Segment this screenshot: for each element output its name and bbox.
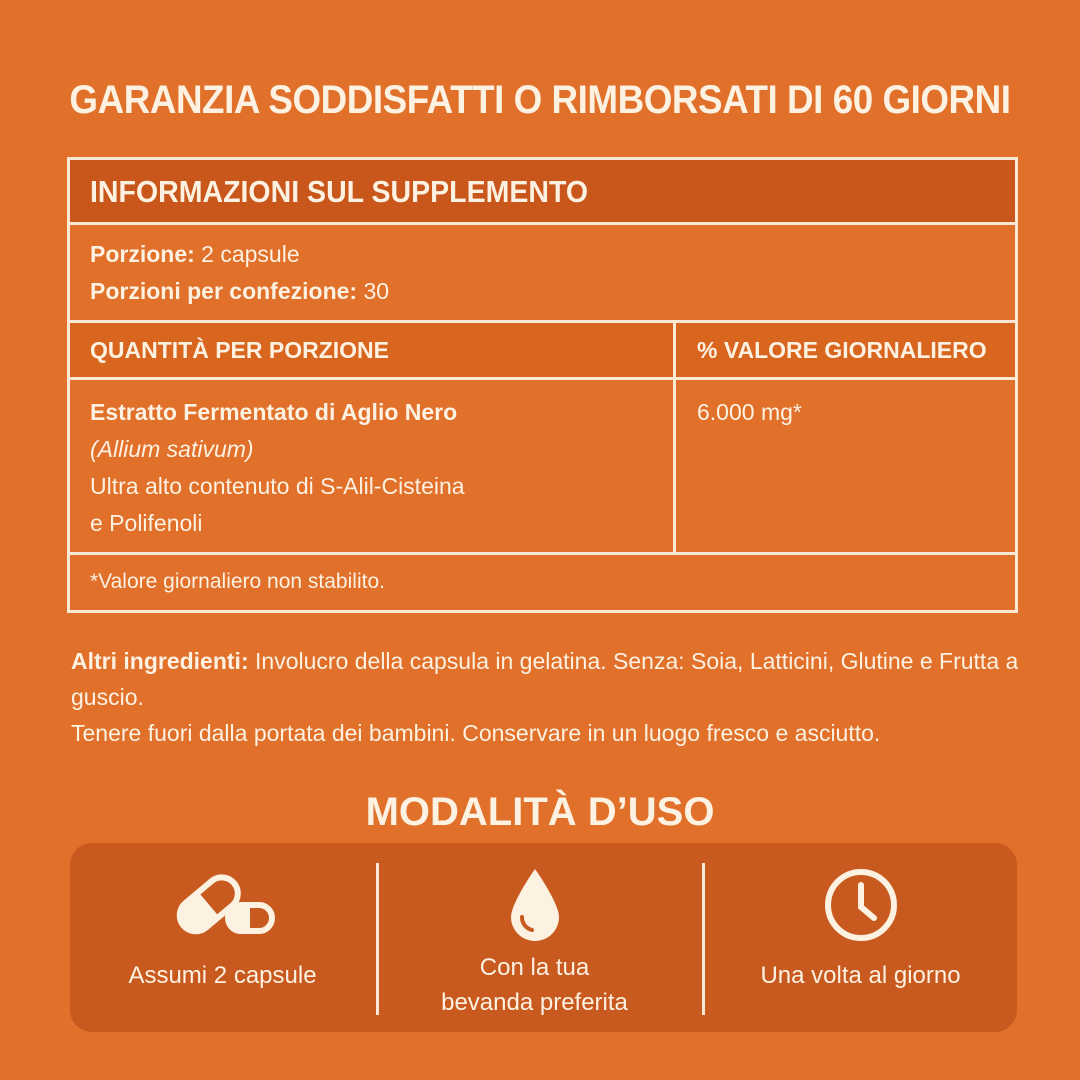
usage-item-drink	[382, 843, 687, 1032]
ingredient-description-line2: e Polifenoli	[90, 510, 203, 536]
usage-label-drink-line1: Con la tua	[479, 954, 590, 981]
usage-box	[70, 843, 1017, 1032]
capsules-icon	[168, 865, 278, 945]
usage-item-frequency	[708, 843, 1013, 1032]
usage-divider	[702, 863, 705, 1015]
table-bottom-divider	[70, 552, 1015, 555]
serving-size-value: 2 capsule	[194, 241, 300, 267]
guarantee-title: GARANZIA SODDISFATTI O RIMBORSATI DI 60 GIORNI	[69, 78, 1011, 122]
usage-label-capsules: Assumi 2 capsule	[128, 962, 317, 989]
usage-divider	[376, 863, 379, 1015]
storage-warning: Tenere fuori dalla portata dei bambini. Conservare in un luogo fresco e asciutto.	[71, 720, 881, 746]
ingredient-name: Estratto Fermentato di Aglio Nero	[90, 399, 458, 425]
serving-info	[90, 236, 389, 310]
servings-per-pack-label: Porzioni per confezione:	[90, 278, 358, 304]
usage-label-drink	[382, 950, 687, 1020]
other-ingredients-list: Involucro della capsula in gelatina. Senza: Soia, Latticini, Glutine e Frutta a guscio.	[71, 648, 1019, 710]
other-ingredients	[71, 643, 1021, 751]
other-ingredients-text	[71, 643, 1021, 715]
serving-size-row	[90, 236, 389, 273]
ingredient-latin-name: (Allium sativum)	[90, 436, 254, 462]
panel-title: INFORMAZIONI SUL SUPPLEMENTO	[90, 174, 589, 209]
daily-value-header: % VALORE GIORNALIERO	[697, 337, 987, 363]
servings-per-pack-value: 30	[357, 278, 390, 304]
water-drop-icon	[505, 865, 565, 945]
amount-per-serving-header: QUANTITÀ PER PORZIONE	[90, 337, 390, 363]
ingredient-description-line1: Ultra alto contenuto di S-Alil-Cisteina	[90, 473, 465, 499]
ingredient-amount: 6.000 mg*	[697, 399, 802, 425]
ingredient-cell	[90, 394, 465, 542]
usage-title: MODALITÀ D’USO	[365, 790, 715, 834]
column-divider	[673, 320, 676, 555]
servings-per-pack-row	[90, 273, 389, 310]
usage-label-frequency: Una volta al giorno	[760, 962, 961, 989]
clock-icon	[821, 865, 901, 945]
usage-item-capsules	[70, 843, 375, 1032]
footnote: *Valore giornaliero non stabilito.	[90, 570, 385, 593]
usage-label-drink-line2: bevanda preferita	[441, 989, 628, 1016]
table-header-row	[70, 320, 1015, 380]
panel-header	[70, 160, 1015, 225]
serving-size-label: Porzione:	[90, 241, 195, 267]
supplement-facts-panel	[67, 157, 1018, 613]
other-ingredients-label: Altri ingredienti:	[71, 648, 249, 674]
